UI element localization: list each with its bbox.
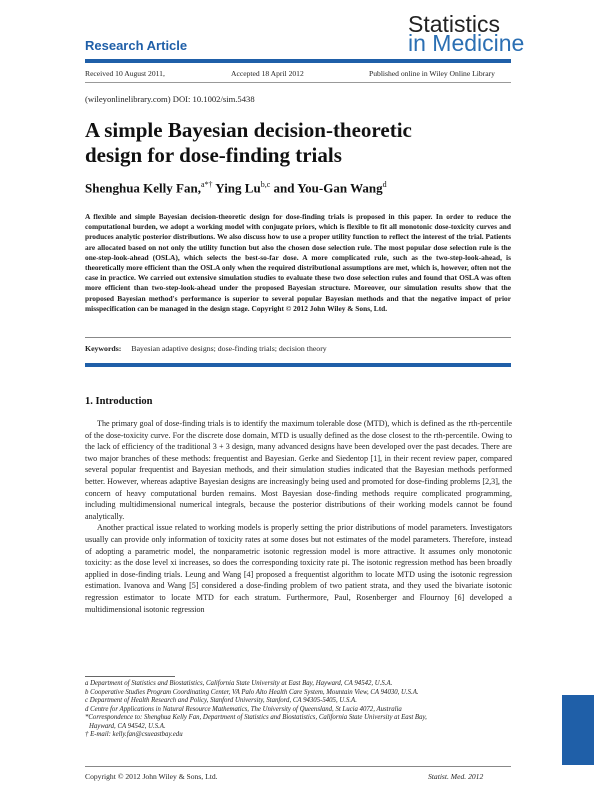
published-online: Published online in Wiley Online Library	[369, 69, 495, 78]
abstract: A flexible and simple Bayesian decision-theoretic design for dose-finding trials is proposed in this paper. In order to reduce the computational burden, we adopt a working model with conjugate priors, which is flexible to fit all monotonic dose-toxicity curves and produces analytic posterior distributions. We also discuss how to use a proper utility function to reflect the interest of the trial. Patients are allocated based on not only the utility function but also the chosen dose selection rule. The most popular dose selection rule is the one-step-look-ahead (OSLA), which selects the best-so-far dose. A more complicated rule, such as the two-step-look-ahead, is theoretically more efficient than the OSLA only when the required distributional assumptions are met, which is, however, often not the case in practice. We carried out extensive simulation studies to evaluate these two dose selection rules and found that OSLA was often more efficient than two-step-look-ahead under the proposed Bayesian structure. Moreover, our simulation results show that the proposed Bayesian method's performance is superior to several popular Bayesian methods and that the negative impact of prior misspecification can be managed in the design stage. Copyright © 2012 John Wiley & Sons, Ltd.	[85, 212, 511, 313]
author-affiliation-mark: a*†	[200, 180, 213, 189]
keywords-label: Keywords:	[85, 344, 122, 353]
section-divider-rule	[85, 363, 511, 367]
doi-line: (wileyonlinelibrary.com) DOI: 10.1002/sim.5438	[85, 94, 255, 104]
title-line-2: design for dose-finding trials	[85, 143, 342, 167]
keywords	[85, 344, 327, 353]
header-rule	[85, 59, 511, 63]
author-name: Shenghua Kelly Fan,	[85, 180, 201, 196]
footer-citation: Statist. Med. 2012	[428, 772, 484, 781]
body-text	[85, 418, 512, 615]
received-date: Received 10 August 2011,	[85, 69, 165, 78]
footnote-email: † E-mail: kelly.fan@csueastbay.edu	[85, 731, 183, 738]
keywords-rule-top	[85, 337, 511, 338]
paragraph: The primary goal of dose-finding trials is to identify the maximum tolerable dose (MTD), which is defined as the rth-percentile of the dose-toxicity curve. For the discrete dose domain, MTD is usually defined as the dose closest to the rth-percentile. Owing to the lack of efficiency of the traditional 3 + 3 design, many advanced designs have been developed over the past decades. There are two major branches of these methods: frequentist and Bayesian. Gerke and Siedentop [1], in their recent review paper, compared several popular frequentist and Bayesian methods, and their simulation studies indicated that the Bayesian methods performed better. However, whereas adaptive Bayesian designs are increasingly being used and promoted for dose-finding problems [2,3], the concern of heavy computational burden remains. Most Bayesian dose-finding methods require complicated programming, including multidimensional numerical integrals, because the posterior distributions of their working models cannot be found analytically.	[85, 419, 512, 521]
author-list	[85, 180, 387, 196]
section-label: Research Article	[85, 38, 188, 53]
footnote-correspondence-cont: Hayward, CA 94542, U.S.A.	[89, 722, 166, 730]
keywords-text: Bayesian adaptive designs; dose-finding trials; decision theory	[131, 344, 327, 353]
footnote-affiliation: c Department of Health Research and Policy, Stanford University, Stanford, CA 94305-5405, U.S.A.	[85, 697, 357, 704]
journal-logo-line2: in Medicine	[408, 30, 525, 56]
journal-logo-line1: Statistics	[408, 11, 501, 37]
author-name: and You-Gan Wang	[270, 180, 383, 196]
footnote-correspondence: *Correspondence to: Shenghua Kelly Fan, Department of Statistics and Biostatistics, California State University at East Bay,	[85, 714, 427, 721]
author-affiliation-mark: b,c	[260, 180, 271, 189]
footer-rule	[85, 766, 511, 767]
footnote-affiliation: a Department of Statistics and Biostatistics, California State University at East Bay, Hayward, CA 94542, U.S.A.	[85, 680, 393, 687]
author-affiliation-mark: d	[382, 180, 387, 189]
section-heading: 1. Introduction	[85, 396, 153, 407]
footnotes	[85, 680, 515, 740]
article-title	[85, 118, 505, 168]
footnote-affiliation: d Centre for Applications in Natural Resource Mathematics, The University of Queensland, St Lucia 4072, Australia	[85, 705, 402, 713]
footer-copyright: Copyright © 2012 John Wiley & Sons, Ltd.	[85, 772, 218, 781]
footnote-affiliation: b Cooperative Studies Program Coordinating Center, VA Palo Alto Health Care System, Mountain View, CA 94030, U.S.A.	[85, 688, 419, 696]
paragraph: Another practical issue related to working models is properly setting the prior distributions of model parameters. Investigators usually can provide only information of toxicity rates at some doses but not estimates of the model parameters. Therefore, instead of adopting a parametric model, the nonparametric isotonic regression model is more attractive. It assumes only monotonic toxicity: as the dose level xi increases, so does the corresponding toxicity rate pi. The isotonic regression method has been broadly applied in dose-finding trials. Leung and Wang [4] proposed a frequentist algorithm to locate MTD using the isotonic regression estimation. Ivanova and Wang [5] considered a dose-finding problem of two patient strata, and they used the bivariate isotonic regression estimator to locate MTD for each stratum. Furthermore, Paul, Rosenberger and Flournoy [6] developed a multidimensional isotonic regression	[85, 523, 512, 614]
title-line-1: A simple Bayesian decision-theoretic	[85, 118, 412, 142]
side-tab	[562, 695, 594, 765]
footnote-rule	[85, 676, 175, 677]
author-name: Ying Lu	[212, 180, 261, 196]
meta-divider	[85, 82, 511, 83]
accepted-date: Accepted 18 April 2012	[231, 69, 304, 78]
